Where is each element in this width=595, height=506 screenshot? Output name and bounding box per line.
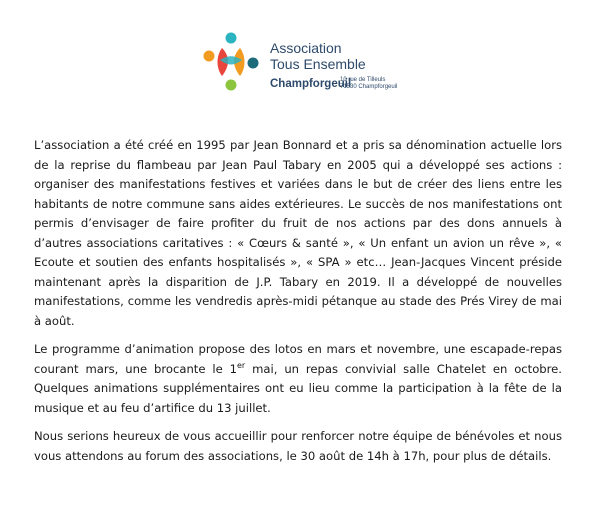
association-logo — [200, 30, 262, 92]
letterhead — [200, 30, 440, 100]
org-name-line2: Tous Ensemble — [270, 56, 366, 72]
program-text-end: mai, un repas convivial salle Chatelet en octobre. Quelques animations supplémentaires ont eu lieu comme la participation à la fête de la musique et au feu d’artifice du 13 juillet. — [34, 361, 562, 415]
program-text-start: Le programme d’animation propose des lotos en mars et novembre, une escapade-repas courant mars, une brocante le 1 — [34, 342, 562, 376]
organization-address — [340, 77, 397, 91]
address-line1: 10 rue de Tilleuls — [340, 77, 386, 83]
paragraph-invitation: Nous serions heureux de vous accueillir pour renforcer notre équipe de bénévoles et nous vous attendons au forum des associations, le 30 août de 14h à 17h, pour plus de détails. — [34, 429, 562, 463]
document-body — [34, 136, 562, 475]
paragraph-program — [34, 340, 562, 418]
organization-city: Champforgeuil — [270, 78, 352, 90]
organization-name — [270, 40, 366, 72]
address-line2: 71530 Champforgeuil — [340, 84, 398, 90]
ordinal-superscript: er — [237, 360, 246, 370]
org-name-line1: Association — [270, 40, 342, 56]
paragraph-history: L’association a été créé en 1995 par Jean Bonnard et a pris sa dénomination actuelle lors de la reprise du flambeau par Jean Paul Tabary en 2005 qui a développé ses actions : organiser des manifestations festives et variées dans le but de créer des liens entre les habitants de notre commune sans aides extérieures. Le succès de nos manifestations ont permis d’envisager de faire profiter du fruit de nos actions par des dons annuels à d’autres associations caritatives : « Cœurs & santé », « Un enfant un avion un rêve », « Ecoute et soutien des enfants hospitalisés », « SPA » etc… Jean-Jacques Vincent préside maintenant après la disparition de J.P. Tabary en 2019. Il a développé de nouvelles manifestations, comme les vendredis après-midi pétanque au stade des Prés Virey de mai à août. — [34, 138, 562, 328]
